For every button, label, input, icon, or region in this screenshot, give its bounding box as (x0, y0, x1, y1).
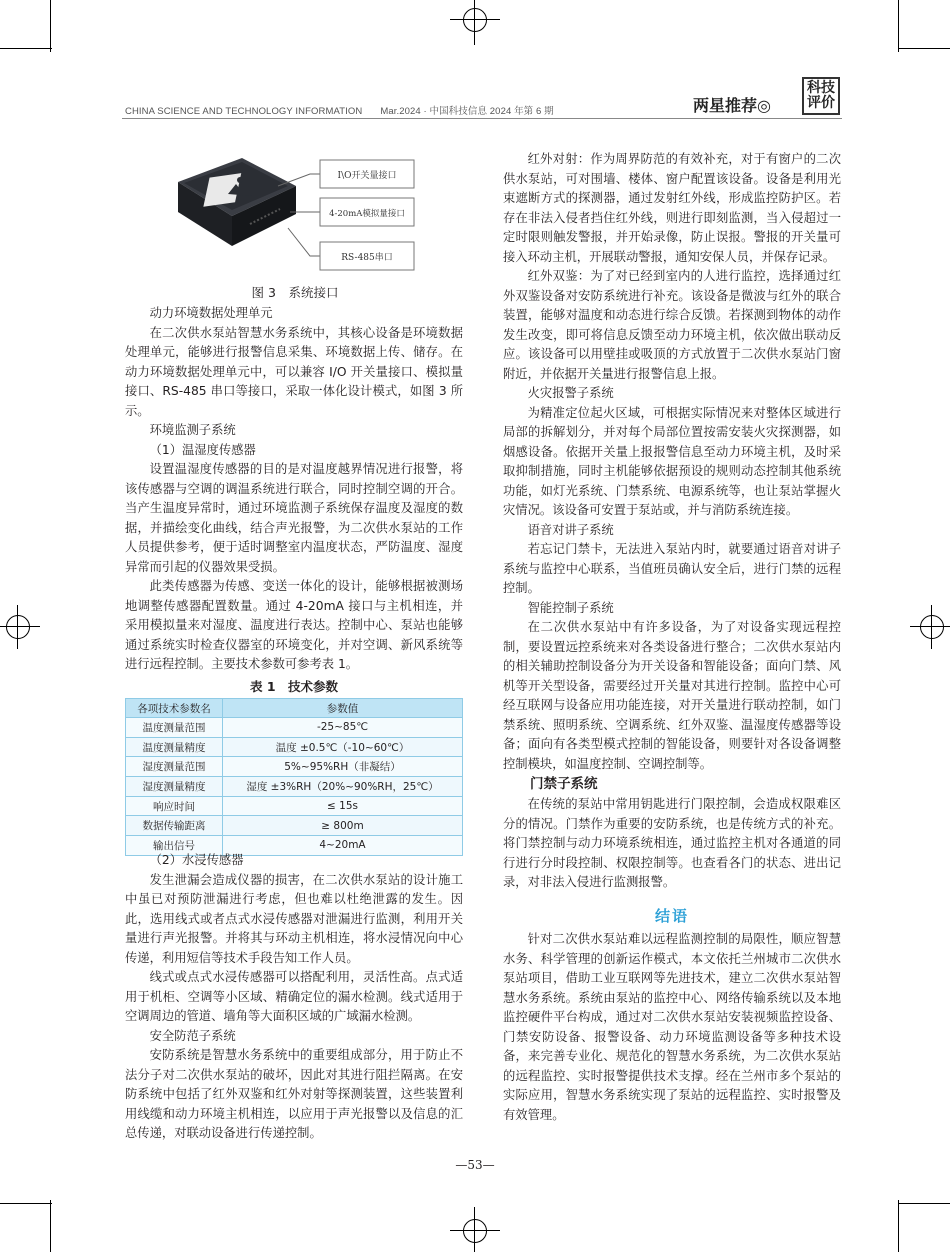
para-voice: 若忘记门禁卡，无法进入泵站内时，就要通过语音对讲子系统与监控中心联系，当值班员确认安全后，进行门禁的远程控制。 (503, 542, 841, 595)
heading-conclusion: 结语 (654, 906, 689, 925)
table-col-value: 参数值 (223, 699, 463, 718)
figure-caption: 图 3 系统接口 (251, 285, 339, 300)
section-tag: 两星推荐◎ (693, 96, 771, 115)
heading-door-access: 门禁子系统 (530, 776, 598, 792)
table-row (126, 796, 463, 816)
para-smart-control: 在二次供水泵站中有许多设备，为了对设备实现远程控制，要设置远控系统来对各类设备进行整合；二次供水泵站内的相关辅助控制设备分为开关设备和智能设备；面向门禁、风机等开关型设备，需要经过开关量对其进行控制。监控中心可经互联网与设备应用功能连接，对开关量进行联动控制，如门禁系统、照明系统、空调系统、红外双鉴、温湿度传感器等设备；面向有各类型模式控制的智能设备，则要针对各设备调整控制模块，如温度控制、空调控制等。 (503, 620, 841, 771)
table-col-name: 各项技术参数名 (126, 699, 223, 718)
heading-voice: 语音对讲子系统 (527, 522, 614, 537)
param-name: 输出信号 (126, 836, 223, 856)
table-row (126, 757, 463, 777)
heading-water-sensor: （2）水浸传感器 (149, 853, 244, 867)
param-name: 响应时间 (126, 796, 223, 816)
para-fire: 为精准定位起火区域，可根据实际情况来对整体区域进行局部的拆解划分，并对每个局部位置按需安装火灾探测器，如烟感设备。依据开关量上报报警信息至动力环境主机，及时采取抑制措施，同时主机能够依据预设的规则动态控制其他系统功能，如灯光系统、门禁系统、电源系统等，也让泵站掌握火灾情况。该设备可安置于泵站或，并与消防系统连接。 (503, 405, 841, 517)
table-header-row (126, 699, 463, 718)
param-name: 数据传输距离 (126, 816, 223, 836)
table-row (126, 777, 463, 797)
para-ir-dual: 红外双鉴：为了对已经到室内的人进行监控，选择通过红外双鉴设备对安防系统进行补充。该设备是微波与红外的联合装置，能够对温度和动态进行综合反馈。若探测到物体的动作发生改变，即可将信息反馈至动力环境主机，依次做出联动反应。该设备可以用壁挂或吸顶的方式放置于二次供水泵站门窗附近，并依据开关量进行报警信息上报。 (503, 269, 841, 381)
heading-fire: 火灾报警子系统 (527, 386, 614, 400)
param-value: -25~85℃ (223, 718, 463, 738)
para-temp-2: 此类传感器为传感、变送一体化的设计，能够根据被测场地调整传感器配置数量。通过 4-20mA 接口与主机相连，并采用模拟量来对湿度、温度进行表达。控制中心、泵站也能够通过系统实时检查仪器室的环境变化，并对空调、新风系统等进行远程控制。主要技术参数可参考表 1。 (125, 579, 463, 671)
heading-smart-control: 智能控制子系统 (527, 600, 614, 615)
journal-name: CHINA SCIENCE AND TECHNOLOGY INFORMATION (125, 106, 363, 117)
para-security: 安防系统是智慧水务系统中的重要组成部分，用于防止不法分子对二次供水泵站的破坏，因此对其进行阻拦隔离。在安防系统中包括了红外双鉴和红外对射等探测装置，这些装置利用线缆和动力环境主机相连，以应用于声光报警以及信息的汇总传递，对联动设备进行传递控制。 (125, 1048, 463, 1140)
issue-info: Mar.2024 · 中国科技信息 2024 年第 6 期 (380, 106, 554, 117)
badge-line1: 科技 (807, 80, 835, 96)
para-door-access: 在传统的泵站中常用钥匙进行门限控制，会造成权限难区分的情况。门禁作为重要的安防系统，也是传统方式的补充。将门禁控制与动力环境系统相连，通过监控主机对各通道的同行进行分时段控制、权限控制等。也查看各门的状态、进出记录，对非法入侵进行监测报警。 (503, 797, 841, 889)
param-value: ≤ 15s (223, 796, 463, 816)
rs485-label-box (320, 242, 414, 270)
para-ir-beam: 红外对射：作为周界防范的有效补充，对于有窗户的二次供水泵站，可对围墙、楼体、窗户配置该设备。设备是利用光束遮断方式的探测器，通过发射红外线，形成监控防护区。若存在非法入侵者挡住红外线，则进行即刻监测，当入侵超过一定时限则触发警报，并开始录像，防止误报。警报的开关量可接入环动主机，开展联动警报，通知安保人员，并保存记录。 (503, 152, 841, 264)
heading-temp-sensor: （1）温湿度传感器 (149, 442, 256, 457)
page-number: —53— (455, 1158, 495, 1172)
param-value: ≥ 800m (223, 816, 463, 836)
device-illustration (178, 158, 296, 246)
tech-params-table (125, 698, 463, 856)
param-name: 湿度测量范围 (126, 757, 223, 777)
param-name: 温度测量范围 (126, 718, 223, 738)
para-conclusion: 针对二次供水泵站难以远程监测控制的局限性，顺应智慧水务、科学管理的创新运作模式，本文依托兰州城市二次供水泵站项目，借助工业互联网等先进技术，建立二次供水泵站智慧水务系统。系统由泵站的监控中心、网络传输系统以及本地监控硬件平台构成，通过对二次供水泵站安装视频监控设备、门禁安防设备、报警设备、动力环境监测设备等多种技术设备，来完善专业化、规范化的智慧水务系统，为二次供水泵站的远程监控、实时报警提供技术支撑。经在兰州市多个泵站的实际应用，智慧水务系统实现了泵站的远程监控、实时报警及有效管理。 (503, 932, 841, 1122)
table-row (126, 718, 463, 738)
left-column-bottom (125, 851, 463, 1144)
para-water-2: 线式或点式水浸传感器可以搭配利用，灵活性高。点式适用于机柜、空调等小区域、精确定位的漏水检测。线式适用于空调周边的管道、墙角等大面积区域的广域漏水检测。 (125, 970, 463, 1023)
param-value: 温度 ±0.5℃（-10~60℃） (223, 737, 463, 757)
heading-env-unit: 动力环境数据处理单元 (149, 306, 273, 320)
io-label: I\O开关量接口 (337, 171, 397, 181)
analog-label-box (320, 198, 414, 226)
analog-label: 4-20mA模拟量接口 (329, 209, 405, 219)
param-value: 湿度 ±3%RH（20%~90%RH，25℃） (223, 777, 463, 797)
section-badge (802, 77, 840, 115)
heading-env-monitor: 环境监测子系统 (149, 423, 236, 437)
para-temp-1: 设置温湿度传感器的目的是对温度越界情况进行报警，将该传感器与空调的调温系统进行联合，同时控制空调的开合。当产生温度异常时，通过环境监测子系统保存温度及湿度的数据，并描绘变化曲线，结合声光报警，为二次供水泵站的工作人员提供参考，便于适时调整室内温度状态，严防温度、湿度异常而引起的仪器效果受损。 (125, 462, 463, 574)
table-title: 表 1 技术参数 (249, 679, 339, 694)
running-header (125, 103, 554, 117)
rs485-label: RS-485串口 (341, 253, 393, 263)
table-row (126, 816, 463, 836)
badge-line2: 评价 (807, 95, 835, 111)
para-env-unit: 在二次供水泵站智慧水务系统中，其核心设备是环境数据处理单元，能够进行报警信息采集、环境数据上传、储存。在动力环境数据处理单元中，可以兼容 I/O 开关量接口、模拟量接口、RS-485 串口等接口，采取一体化设计模式，如图 3 所示。 (125, 325, 463, 418)
param-value: 5%~95%RH（非凝结） (223, 757, 463, 777)
param-name: 温度测量精度 (126, 737, 223, 757)
right-column (503, 150, 841, 1125)
system-interface-figure (170, 150, 420, 275)
left-column-top (125, 304, 463, 675)
io-label-box (320, 160, 414, 188)
heading-security: 安全防范子系统 (149, 1028, 236, 1043)
param-value: 4~20mA (223, 836, 463, 856)
header-rule (122, 118, 842, 119)
para-water-1: 发生泄漏会造成仪器的损害，在二次供水泵站的设计施工中虽已对预防泄漏进行考虑，但也难以杜绝泄露的发生。因此，选用线式或者点式水浸传感器对泄漏进行监测，利用开关量进行声光报警。并将其与环动主机相连，将水浸情况向中心传递，利用短信等技术手段告知工作人员。 (125, 872, 463, 965)
table-row (126, 737, 463, 757)
param-name: 湿度测量精度 (126, 777, 223, 797)
